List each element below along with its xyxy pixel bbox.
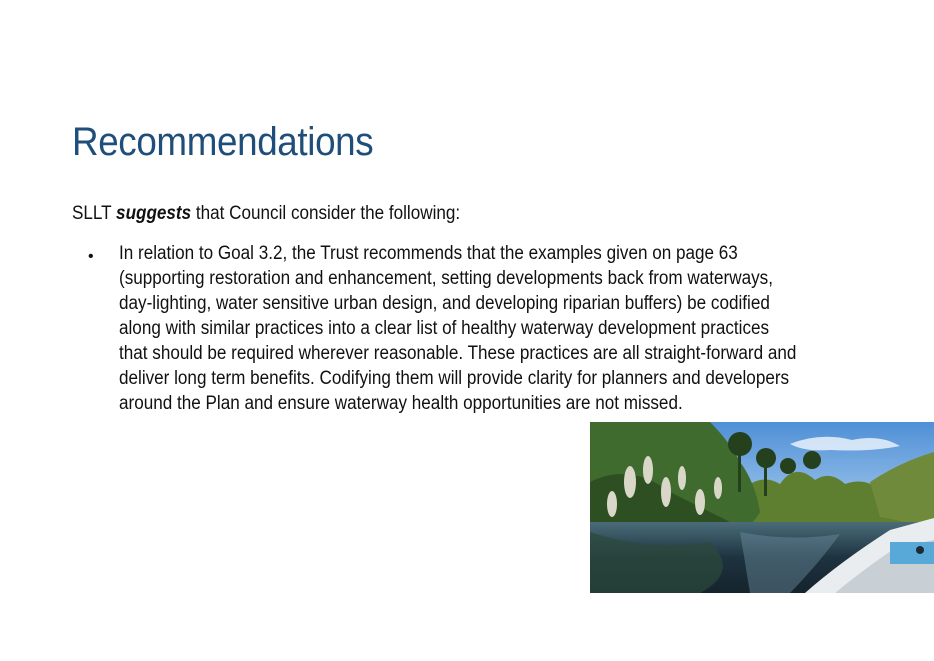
bullet-marker: •: [88, 248, 94, 265]
boat-plug: [916, 546, 924, 554]
text-line: that should be required wherever reasonable. These practices are all straight-forward and: [119, 343, 797, 364]
river-photo: [590, 422, 934, 593]
boat-seat: [890, 542, 934, 564]
intro-emphasis: suggests: [116, 203, 192, 224]
intro-paragraph: [72, 201, 460, 227]
page-title: Recommendations: [72, 120, 374, 164]
text-line: (supporting restoration and enhancement, setting developments back from waterways,: [119, 268, 773, 289]
recommendation-text: [119, 241, 857, 416]
intro-suffix: that Council consider the following:: [191, 203, 461, 224]
text-line: around the Plan and ensure waterway health opportunities are not missed.: [119, 393, 683, 414]
text-line: along with similar practices into a clear list of healthy waterway development practices: [119, 318, 770, 339]
text-line: day-lighting, water sensitive urban design, and developing riparian buffers) be codified: [119, 293, 770, 314]
intro-prefix: SLLT: [72, 203, 117, 224]
text-line: deliver long term benefits. Codifying them will provide clarity for planners and developers: [119, 368, 790, 389]
text-line: In relation to Goal 3.2, the Trust recommends that the examples given on page 63: [119, 243, 738, 264]
